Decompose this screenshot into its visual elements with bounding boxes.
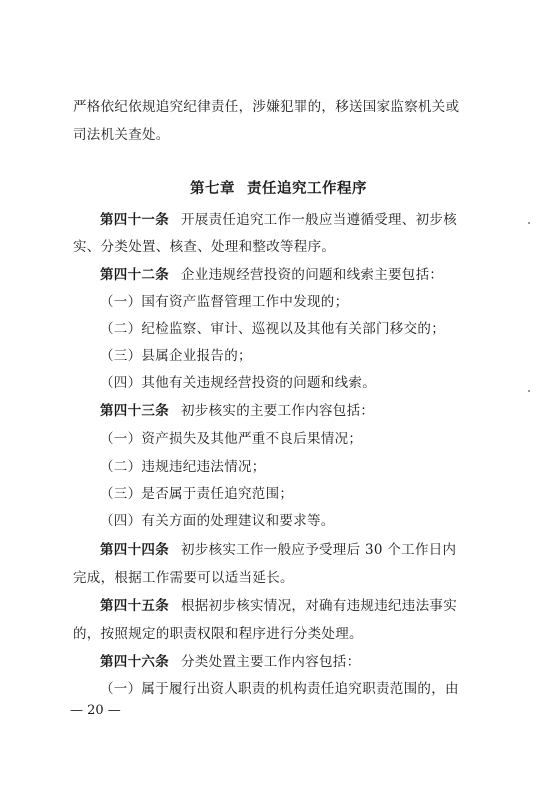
list-item: （二）纪检监察、审计、巡视以及其他有关部门移交的； bbox=[100, 321, 445, 337]
article-label: 第四十四条 bbox=[100, 542, 169, 558]
scan-mark bbox=[528, 222, 530, 224]
scan-mark bbox=[528, 390, 530, 392]
paragraph-line: 司法机关查处。 bbox=[73, 127, 170, 143]
article-label: 第四十三条 bbox=[100, 403, 169, 419]
list-item: （四）其他有关违规经营投资的问题和线索。 bbox=[100, 375, 376, 391]
article-text: 企业违规经营投资的问题和线索主要包括： bbox=[181, 267, 444, 283]
list-item: （三）是否属于责任追究范围； bbox=[100, 486, 294, 502]
chapter-number: 第七章 bbox=[190, 180, 235, 197]
article-43 bbox=[100, 402, 485, 420]
article-label: 第四十六条 bbox=[100, 654, 169, 670]
list-item: （二）违规违纪违法情况； bbox=[100, 459, 266, 475]
chapter-title: 责任追究工作程序 bbox=[247, 180, 367, 197]
page-number: — 20 — bbox=[70, 703, 121, 718]
list-item: （一）国有资产监督管理工作中发现的； bbox=[100, 294, 349, 310]
article-44-cont: 完成，根据工作需要可以适当延长。 bbox=[73, 570, 294, 586]
list-item: （一）属于履行出资人职责的机构责任追究职责范围的，由 bbox=[100, 681, 459, 697]
article-45 bbox=[100, 597, 485, 615]
article-41 bbox=[100, 211, 485, 229]
article-text: 根据初步核实情况，对确有违规违纪违法事实 bbox=[181, 598, 457, 614]
paragraph-line: 严格依纪依规追究纪律责任，涉嫌犯罪的，移送国家监察机关或 bbox=[73, 99, 460, 115]
chapter-heading bbox=[0, 180, 557, 198]
article-45-cont: 的，按照规定的职责权限和程序进行分类处理。 bbox=[73, 626, 363, 642]
list-item: （一）资产损失及其他严重不良后果情况； bbox=[100, 431, 363, 447]
list-item: （三）县属企业报告的； bbox=[100, 348, 252, 364]
article-46 bbox=[100, 653, 485, 671]
list-item: （四）有关方面的处理建议和要求等。 bbox=[100, 513, 335, 529]
article-text: 初步核实工作一般应予受理后 30 个工作日内 bbox=[181, 542, 457, 558]
article-text: 开展责任追究工作一般应当遵循受理、初步核 bbox=[181, 212, 457, 228]
article-text: 初步核实的主要工作内容包括： bbox=[181, 403, 375, 419]
article-44 bbox=[100, 541, 485, 559]
article-label: 第四十一条 bbox=[100, 212, 169, 228]
article-42 bbox=[100, 266, 485, 284]
article-text: 分类处置主要工作内容包括： bbox=[181, 654, 361, 670]
article-label: 第四十二条 bbox=[100, 267, 169, 283]
article-41-cont: 实、分类处置、核查、处理和整改等程序。 bbox=[73, 239, 336, 255]
article-label: 第四十五条 bbox=[100, 598, 169, 614]
